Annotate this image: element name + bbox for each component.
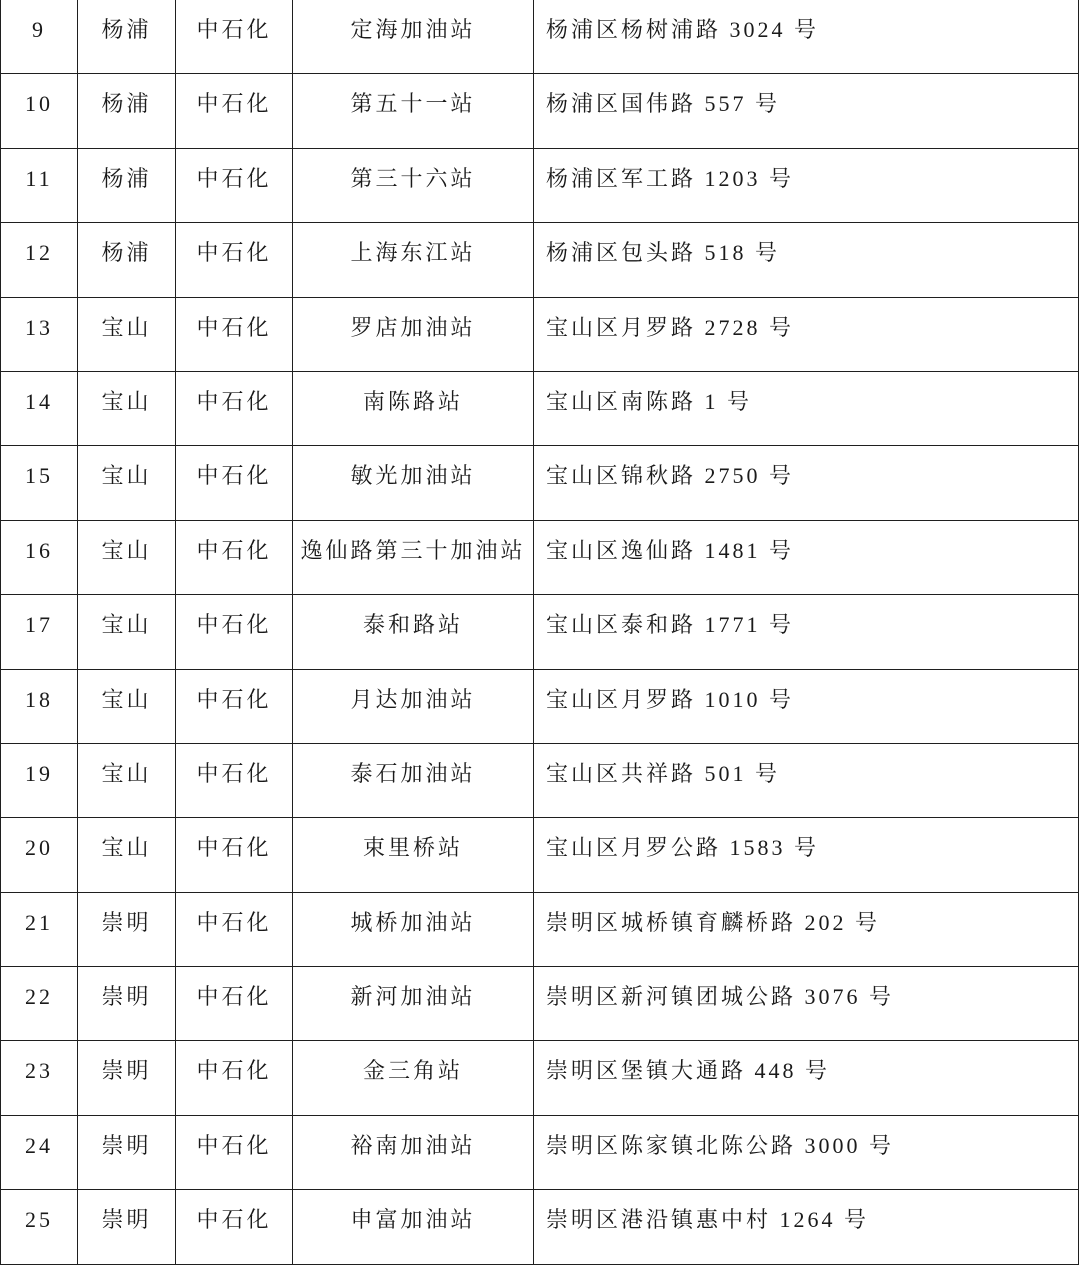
district-text: 宝山 (101, 835, 152, 861)
station-name-cell (293, 371, 534, 445)
station-name-cell (293, 1115, 534, 1189)
address-text: 崇明区陈家镇北陈公路 3000 号 (546, 1132, 895, 1158)
address-text: 宝山区月罗路 2728 号 (546, 314, 795, 340)
district-text: 宝山 (101, 463, 152, 489)
station-name-cell (293, 223, 534, 297)
address-cell (534, 446, 1079, 520)
row-number-cell (1, 223, 78, 297)
company-text: 中石化 (196, 686, 272, 712)
address-text: 宝山区逸仙路 1481 号 (546, 537, 795, 563)
district-text: 崇明 (101, 1132, 152, 1158)
district-cell (78, 371, 176, 445)
row-number-text: 15 (25, 463, 53, 489)
company-text: 中石化 (196, 463, 272, 489)
station-name-cell (293, 0, 534, 74)
district-text: 宝山 (101, 388, 152, 414)
station-name-cell (293, 743, 534, 817)
station-name-text: 第三十六站 (350, 165, 476, 191)
district-text: 宝山 (101, 686, 152, 712)
address-cell (534, 892, 1079, 966)
row-number-text: 22 (25, 984, 53, 1010)
company-cell (176, 446, 293, 520)
district-text: 宝山 (101, 760, 152, 786)
table-row (1, 371, 1079, 445)
address-cell (534, 520, 1079, 594)
company-cell (176, 967, 293, 1041)
company-cell (176, 743, 293, 817)
row-number-text: 24 (25, 1132, 53, 1158)
company-text: 中石化 (196, 1058, 272, 1084)
company-cell (176, 595, 293, 669)
district-text: 崇明 (101, 1207, 152, 1233)
district-cell (78, 967, 176, 1041)
address-text: 宝山区锦秋路 2750 号 (546, 463, 795, 489)
table-row (1, 1115, 1079, 1189)
station-name-text: 定海加油站 (350, 17, 476, 42)
company-cell (176, 892, 293, 966)
station-name-cell (293, 892, 534, 966)
company-text: 中石化 (196, 17, 272, 42)
company-text: 中石化 (196, 1207, 272, 1233)
row-number-cell (1, 967, 78, 1041)
company-text: 中石化 (196, 91, 272, 117)
station-name-text: 申富加油站 (350, 1207, 476, 1233)
address-text: 崇明区港沿镇惠中村 1264 号 (546, 1207, 870, 1233)
station-name-cell (293, 818, 534, 892)
row-number-cell (1, 148, 78, 222)
row-number-cell (1, 595, 78, 669)
company-text: 中石化 (196, 760, 272, 786)
district-cell (78, 669, 176, 743)
address-text: 崇明区城桥镇育麟桥路 202 号 (546, 909, 881, 935)
company-cell (176, 223, 293, 297)
address-text: 宝山区月罗公路 1583 号 (546, 835, 820, 861)
station-name-cell (293, 446, 534, 520)
station-name-text: 逸仙路第三十加油站 (300, 537, 526, 563)
row-number-cell (1, 520, 78, 594)
table-row (1, 818, 1079, 892)
district-cell (78, 743, 176, 817)
row-number-text: 17 (25, 612, 53, 638)
row-number-cell (1, 1041, 78, 1115)
table-row (1, 148, 1079, 222)
district-cell (78, 0, 176, 74)
station-name-cell (293, 297, 534, 371)
row-number-cell (1, 74, 78, 148)
company-text: 中石化 (196, 388, 272, 414)
company-text: 中石化 (196, 984, 272, 1010)
address-text: 杨浦区包头路 518 号 (546, 240, 781, 266)
row-number-cell (1, 892, 78, 966)
address-text: 宝山区南陈路 1 号 (546, 388, 753, 414)
station-name-text: 裕南加油站 (350, 1132, 476, 1158)
district-cell (78, 818, 176, 892)
row-number-cell (1, 743, 78, 817)
row-number-cell (1, 371, 78, 445)
table-row (1, 892, 1079, 966)
station-name-text: 新河加油站 (350, 984, 476, 1010)
row-number-text: 10 (25, 91, 53, 117)
station-name-cell (293, 1190, 534, 1264)
address-cell (534, 669, 1079, 743)
row-number-text: 14 (25, 388, 53, 414)
district-text: 杨浦 (101, 240, 152, 266)
table-row (1, 74, 1079, 148)
row-number-text: 20 (25, 835, 53, 861)
company-text: 中石化 (196, 612, 272, 638)
table-row (1, 1041, 1079, 1115)
station-name-cell (293, 148, 534, 222)
address-cell (534, 74, 1079, 148)
table-row (1, 669, 1079, 743)
district-text: 崇明 (101, 909, 152, 935)
address-text: 宝山区月罗路 1010 号 (546, 686, 795, 712)
row-number-cell (1, 669, 78, 743)
district-text: 宝山 (101, 314, 152, 340)
row-number-text: 19 (25, 760, 53, 786)
table-body (1, 0, 1079, 1264)
station-name-text: 泰和路站 (362, 612, 463, 638)
company-text: 中石化 (196, 165, 272, 191)
company-text: 中石化 (196, 835, 272, 861)
table-row (1, 967, 1079, 1041)
row-number-text: 21 (25, 909, 53, 935)
company-cell (176, 1190, 293, 1264)
row-number-cell (1, 818, 78, 892)
station-name-cell (293, 520, 534, 594)
row-number-text: 12 (25, 240, 53, 266)
district-cell (78, 1041, 176, 1115)
station-name-text: 泰石加油站 (350, 760, 476, 786)
table-row (1, 0, 1079, 74)
address-cell (534, 371, 1079, 445)
address-cell (534, 595, 1079, 669)
address-cell (534, 148, 1079, 222)
table-row (1, 1190, 1079, 1264)
district-cell (78, 446, 176, 520)
row-number-text: 16 (25, 537, 53, 563)
station-name-cell (293, 1041, 534, 1115)
row-number-text: 9 (32, 17, 46, 42)
company-cell (176, 669, 293, 743)
station-name-text: 敏光加油站 (350, 463, 476, 489)
address-cell (534, 297, 1079, 371)
table-row (1, 446, 1079, 520)
district-cell (78, 148, 176, 222)
company-text: 中石化 (196, 240, 272, 266)
address-text: 崇明区新河镇团城公路 3076 号 (546, 984, 895, 1010)
station-name-cell (293, 74, 534, 148)
address-text: 杨浦区国伟路 557 号 (546, 91, 781, 117)
company-cell (176, 0, 293, 74)
address-text: 崇明区堡镇大通路 448 号 (546, 1058, 831, 1084)
station-name-text: 月达加油站 (350, 686, 476, 712)
address-text: 宝山区泰和路 1771 号 (546, 612, 795, 638)
table-row (1, 297, 1079, 371)
row-number-text: 23 (25, 1058, 53, 1084)
district-cell (78, 892, 176, 966)
row-number-cell (1, 446, 78, 520)
company-cell (176, 297, 293, 371)
company-cell (176, 1115, 293, 1189)
district-text: 崇明 (101, 984, 152, 1010)
row-number-text: 25 (25, 1207, 53, 1233)
table-row (1, 595, 1079, 669)
company-text: 中石化 (196, 1132, 272, 1158)
district-text: 宝山 (101, 537, 152, 563)
address-cell (534, 818, 1079, 892)
district-cell (78, 297, 176, 371)
address-cell (534, 1041, 1079, 1115)
company-cell (176, 818, 293, 892)
station-name-text: 金三角站 (362, 1058, 463, 1084)
company-text: 中石化 (196, 314, 272, 340)
district-text: 杨浦 (101, 91, 152, 117)
station-name-text: 罗店加油站 (350, 314, 476, 340)
company-text: 中石化 (196, 909, 272, 935)
district-cell (78, 520, 176, 594)
address-cell (534, 967, 1079, 1041)
address-cell (534, 0, 1079, 74)
table-row (1, 223, 1079, 297)
district-text: 杨浦 (101, 17, 152, 42)
company-text: 中石化 (196, 537, 272, 563)
address-cell (534, 743, 1079, 817)
row-number-cell (1, 297, 78, 371)
station-name-text: 南陈路站 (362, 388, 463, 414)
station-name-text: 束里桥站 (362, 835, 463, 861)
address-cell (534, 1190, 1079, 1264)
district-text: 崇明 (101, 1058, 152, 1084)
district-cell (78, 1190, 176, 1264)
station-name-cell (293, 669, 534, 743)
address-cell (534, 1115, 1079, 1189)
company-cell (176, 371, 293, 445)
table-row (1, 520, 1079, 594)
row-number-text: 11 (25, 165, 53, 191)
row-number-cell (1, 1190, 78, 1264)
address-text: 杨浦区杨树浦路 3024 号 (546, 17, 820, 42)
address-cell (534, 223, 1079, 297)
row-number-cell (1, 0, 78, 74)
district-cell (78, 595, 176, 669)
district-cell (78, 223, 176, 297)
station-name-text: 第五十一站 (350, 91, 476, 117)
district-cell (78, 74, 176, 148)
station-name-text: 城桥加油站 (350, 909, 476, 935)
address-text: 宝山区共祥路 501 号 (546, 760, 781, 786)
row-number-text: 18 (25, 686, 53, 712)
district-text: 杨浦 (101, 165, 152, 191)
company-cell (176, 1041, 293, 1115)
address-text: 杨浦区军工路 1203 号 (546, 165, 795, 191)
district-cell (78, 1115, 176, 1189)
row-number-cell (1, 1115, 78, 1189)
table-row (1, 743, 1079, 817)
company-cell (176, 74, 293, 148)
row-number-text: 13 (25, 314, 53, 340)
district-text: 宝山 (101, 612, 152, 638)
station-name-cell (293, 595, 534, 669)
station-name-text: 上海东江站 (350, 240, 476, 266)
station-name-cell (293, 967, 534, 1041)
company-cell (176, 148, 293, 222)
company-cell (176, 520, 293, 594)
